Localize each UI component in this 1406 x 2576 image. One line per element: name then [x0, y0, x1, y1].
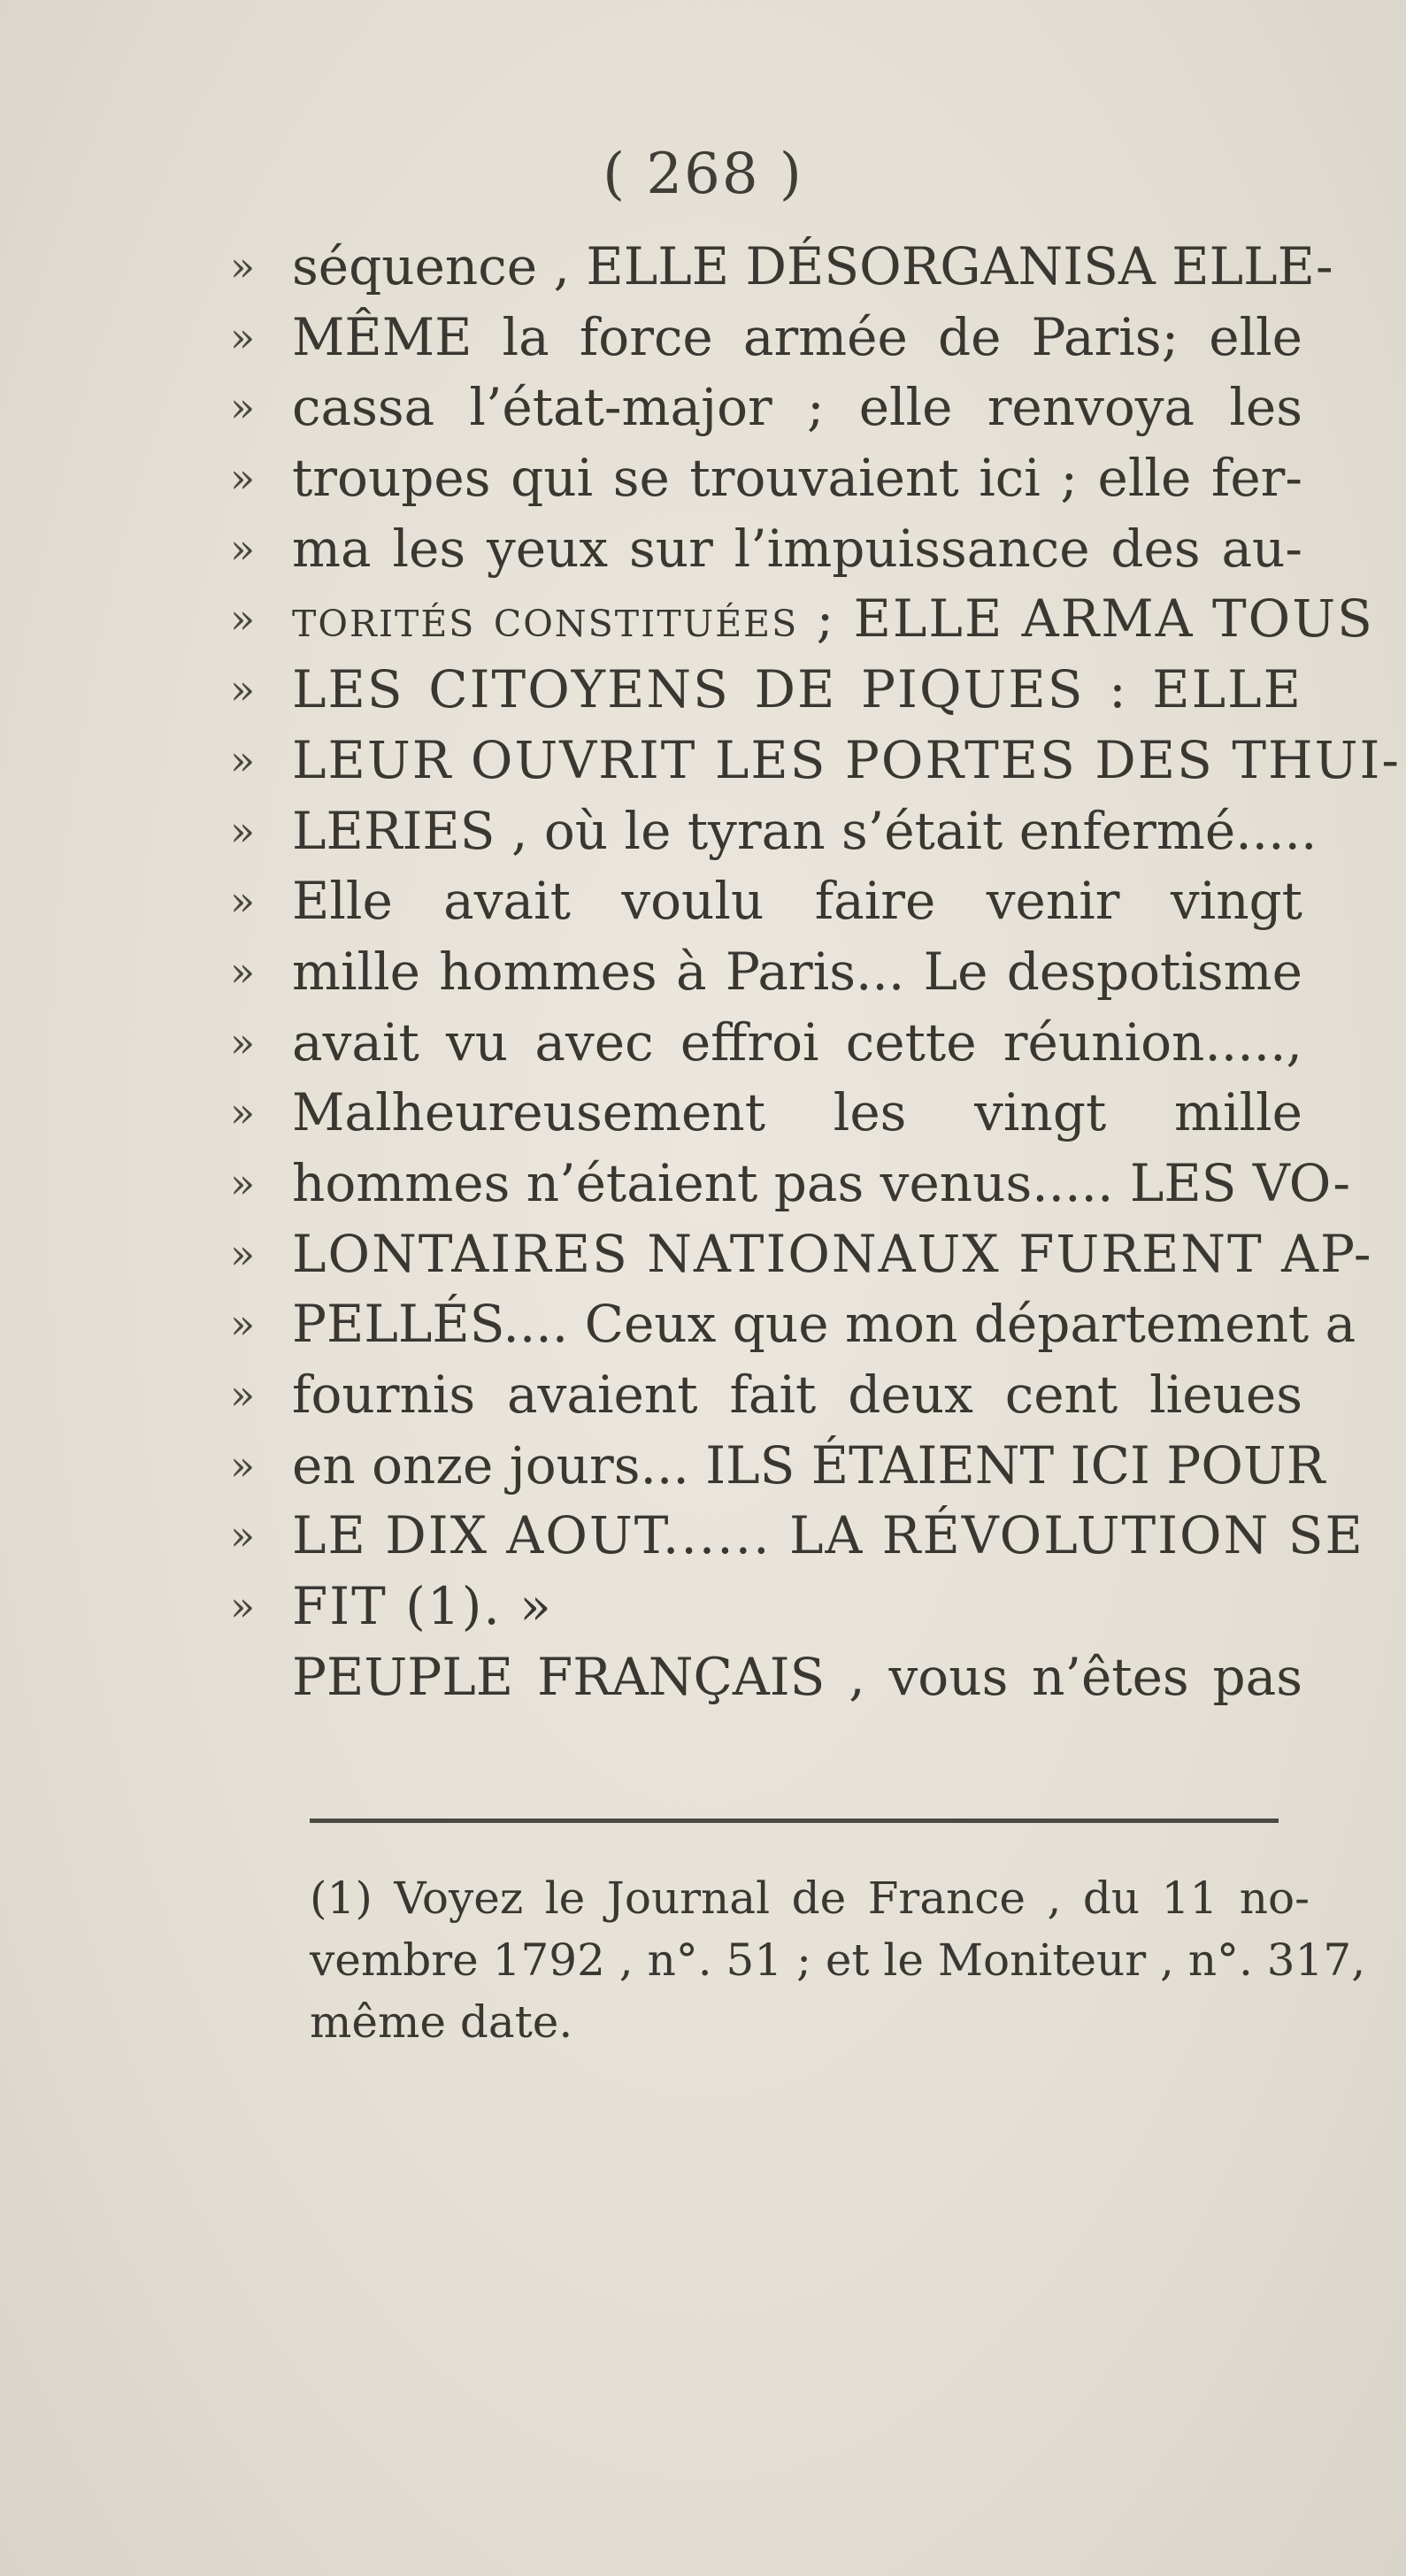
body-text — [230, 232, 1401, 1712]
quote-mark: » — [230, 242, 256, 290]
quote-mark: » — [230, 312, 256, 361]
line-text: hommes n’étaient pas venus..... LES VO- — [292, 1152, 1351, 1213]
text-line — [230, 584, 1374, 655]
quote-mark: » — [230, 1088, 256, 1137]
line-text: MÊME la force armée de Paris; elle — [292, 306, 1302, 367]
line-text: Elle avait voulu faire venir vingt — [292, 871, 1302, 932]
quote-mark: » — [230, 877, 256, 926]
line-text: LES CITOYENS DE PIQUES : ELLE — [292, 659, 1302, 720]
text-line — [230, 1431, 1325, 1502]
line-text: FIT (1). » — [292, 1576, 553, 1637]
text-line — [230, 1360, 1302, 1431]
line-text: Malheureusement les vingt mille — [292, 1082, 1302, 1143]
text-line — [230, 1501, 1364, 1572]
footnote-line: vembre 1792 , n°. 51 ; et le Moniteur , n°. 317, — [310, 1934, 1366, 1986]
line-text: mille hommes à Paris... Le despotisme — [292, 941, 1302, 1002]
text-line — [230, 726, 1401, 796]
quote-mark: » — [230, 1441, 256, 1489]
text-line — [230, 1289, 1356, 1360]
line-text: PELLÉS.... Ceux que mon département a — [292, 1294, 1356, 1355]
page-number: ( 268 ) — [603, 142, 803, 207]
quote-mark: » — [230, 1582, 256, 1631]
text-line — [230, 1149, 1351, 1219]
text-line — [230, 1008, 1302, 1079]
footnote-line: même date. — [310, 1996, 573, 2048]
line-text: troupes qui se trouvaient ici ; elle fer- — [292, 448, 1302, 509]
line-text: LONTAIRES NATIONAUX FURENT AP- — [292, 1223, 1373, 1284]
quote-mark: » — [230, 1018, 256, 1066]
line-text: LE DIX AOUT...... LA RÉVOLUTION SE — [292, 1505, 1364, 1566]
text-line — [230, 514, 1302, 585]
quote-mark: » — [230, 1511, 256, 1560]
text-line — [292, 1642, 1302, 1713]
text-line — [230, 373, 1302, 443]
footnote — [310, 1867, 1366, 2053]
text-line — [230, 1219, 1373, 1290]
line-text: torités constituées ; ELLE ARMA TOUS — [292, 588, 1374, 650]
line-text: fournis avaient fait deux cent lieues — [292, 1365, 1302, 1425]
text-line — [230, 232, 1333, 303]
text-line — [230, 1572, 1302, 1642]
line-text: en onze jours... ILS ÉTAIENT ICI POUR — [292, 1434, 1325, 1496]
quote-mark: » — [230, 595, 256, 643]
text-line — [230, 866, 1302, 937]
quote-mark: » — [230, 383, 256, 432]
footnote-rule — [310, 1819, 1279, 1823]
text-line — [230, 655, 1302, 726]
line-text: PEUPLE FRANÇAIS , vous n’êtes pas — [292, 1646, 1302, 1707]
quote-mark: » — [230, 1229, 256, 1278]
text-line — [230, 1078, 1302, 1149]
line-text: avait vu avec effroi cette réunion....., — [292, 1011, 1302, 1073]
line-text: ma les yeux sur l’impuissance des au- — [292, 518, 1302, 579]
quote-mark: » — [230, 454, 256, 503]
quote-mark: » — [230, 524, 256, 573]
text-line — [230, 443, 1302, 514]
line-text: LERIES , où le tyran s’était enfermé..... — [292, 800, 1318, 861]
footnote-line: (1) Voyez le Journal de France , du 11 no- — [310, 1872, 1310, 1924]
quote-mark: » — [230, 806, 256, 855]
quote-mark: » — [230, 1300, 256, 1349]
text-line — [230, 796, 1318, 867]
text-line — [230, 937, 1302, 1008]
line-text: cassa l’état-major ; elle renvoya les — [292, 377, 1302, 438]
quote-mark: » — [230, 1371, 256, 1419]
line-text: séquence , ELLE DÉSORGANISA ELLE- — [292, 236, 1333, 296]
quote-mark: » — [230, 1158, 256, 1207]
quote-mark: » — [230, 665, 256, 714]
text-line — [230, 303, 1302, 373]
line-text: LEUR OUVRIT LES PORTES DES THUI- — [292, 729, 1401, 790]
quote-mark: » — [230, 947, 256, 996]
quote-mark: » — [230, 735, 256, 784]
